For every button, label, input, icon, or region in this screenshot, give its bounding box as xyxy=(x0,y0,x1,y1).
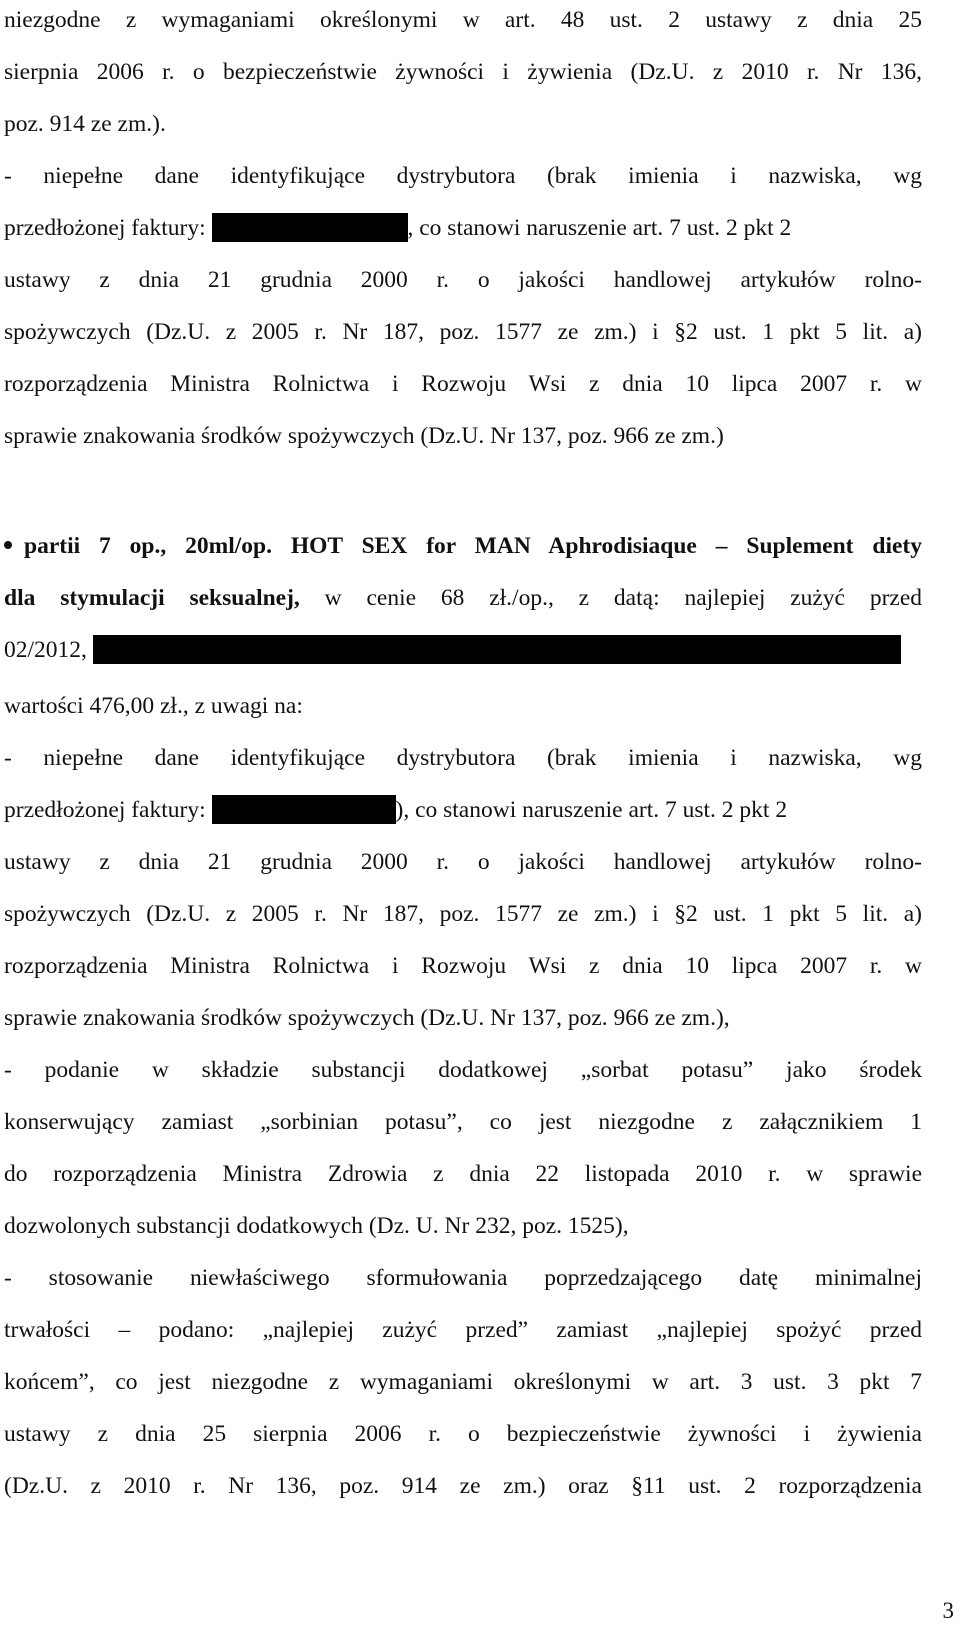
text-line: sprawie znakowania środków spożywczych (Dz.U. Nr 137, poz. 966 ze zm.) xyxy=(4,423,724,449)
text-line: do rozporządzenia Ministra Zdrowia z dnia 22 listopada 2010 r. w sprawie xyxy=(4,1161,922,1187)
text-line: spożywczych (Dz.U. z 2005 r. Nr 187, poz. 1577 ze zm.) i §2 ust. 1 pkt 5 lit. a) xyxy=(4,901,922,927)
page-number: 3 xyxy=(942,1598,954,1623)
text-line: - stosowanie niewłaściwego sformułowania poprzedzającego datę minimalnej xyxy=(4,1265,922,1291)
text-line: konserwujący zamiast „sorbinian potasu”, co jest niezgodne z załącznikiem 1 xyxy=(4,1109,922,1135)
text-line: niezgodne z wymaganiami określonymi w art. 48 ust. 2 ustawy z dnia 25 xyxy=(4,7,922,33)
text-line: ustawy z dnia 21 grudnia 2000 r. o jakości handlowej artykułów rolno- xyxy=(4,267,922,293)
text-line: sprawie znakowania środków spożywczych (Dz.U. Nr 137, poz. 966 ze zm.), xyxy=(4,1005,730,1031)
redaction-block xyxy=(93,635,901,664)
text-line: dozwolonych substancji dodatkowych (Dz. U. Nr 232, poz. 1525), xyxy=(4,1213,629,1239)
redaction-block xyxy=(212,213,408,242)
text-line: wartości 476,00 zł., z uwagi na: xyxy=(4,693,303,719)
text-line: poz. 914 ze zm.). xyxy=(4,111,166,137)
text-line: ustawy z dnia 25 sierpnia 2006 r. o bezpieczeństwie żywności i żywienia xyxy=(4,1421,922,1447)
text-line: trwałości – podano: „najlepiej zużyć przed” zamiast „najlepiej spożyć przed xyxy=(4,1317,922,1343)
text-line: spożywczych (Dz.U. z 2005 r. Nr 187, poz. 1577 ze zm.) i §2 ust. 1 pkt 5 lit. a) xyxy=(4,319,922,345)
text-line: przedłożonej faktury: , co stanowi naruszenie art. 7 ust. 2 pkt 2 xyxy=(4,215,792,241)
text-line: - podanie w składzie substancji dodatkowej „sorbat potasu” jako środek xyxy=(4,1057,922,1083)
text-line: rozporządzenia Ministra Rolnictwa i Rozwoju Wsi z dnia 10 lipca 2007 r. w xyxy=(4,371,922,397)
text-line: przedłożonej faktury: ), co stanowi naruszenie art. 7 ust. 2 pkt 2 xyxy=(4,797,788,823)
text-line: rozporządzenia Ministra Rolnictwa i Rozwoju Wsi z dnia 10 lipca 2007 r. w xyxy=(4,953,922,979)
text-line: partii 7 op., 20ml/op. HOT SEX for MAN Aphrodisiaque – Suplement diety xyxy=(4,526,922,566)
text-line: - niepełne dane identyfikujące dystrybutora (brak imienia i nazwiska, wg xyxy=(4,745,922,771)
text-line: (Dz.U. z 2010 r. Nr 136, poz. 914 ze zm.) oraz §11 ust. 2 rozporządzenia xyxy=(4,1473,922,1499)
text-line: sierpnia 2006 r. o bezpieczeństwie żywności i żywienia (Dz.U. z 2010 r. Nr 136, xyxy=(4,59,922,85)
text-line: - niepełne dane identyfikujące dystrybutora (brak imienia i nazwiska, wg xyxy=(4,163,922,189)
text-line: 02/2012, xyxy=(4,630,922,670)
redaction-block xyxy=(212,795,396,824)
text-line: ustawy z dnia 21 grudnia 2000 r. o jakości handlowej artykułów rolno- xyxy=(4,849,922,875)
text-line: dla stymulacji seksualnej, w cenie 68 zł./op., z datą: najlepiej zużyć przed xyxy=(4,585,923,611)
text-line: końcem”, co jest niezgodne z wymaganiami określonymi w art. 3 ust. 3 pkt 7 xyxy=(4,1369,922,1395)
bullet-icon xyxy=(4,541,12,549)
